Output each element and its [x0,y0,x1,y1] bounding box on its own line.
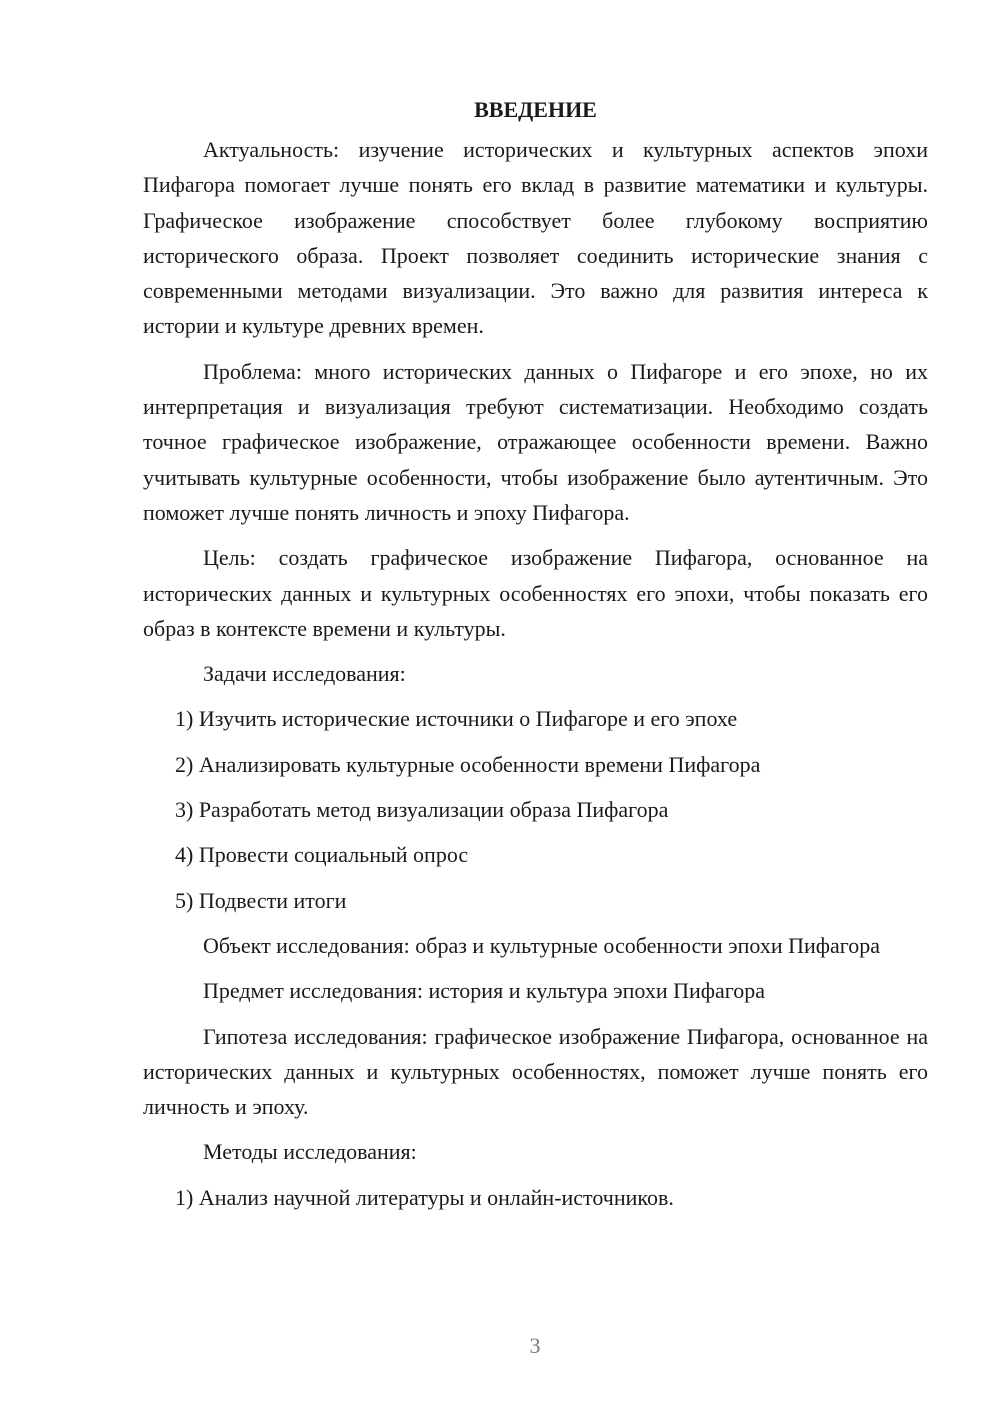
task-item: 4) Провести социальный опрос [175,842,469,868]
actuality-paragraph: Актуальность: изучение исторических и культурных аспектов эпохи Пифагора помогает лучше понять его вклад в развитие математики и культуры. Графическое изображение способствует более глубокому восприятию исторического образа. Проект позволяет соединить исторические знания с современными методами визуализации. Это важно для развития интереса к истории и культуре древних времен. [143,137,928,339]
document-page [143,92,928,1225]
problem-paragraph: Проблема: много исторических данных о Пифагоре и его эпохе, но их интерпретация и визуализация требуют систематизации. Необходимо создать точное графическое изображение, отражающее особенности времени. Важно учитывать культурные особенности, чтобы изображение было аутентичным. Это поможет лучше понять личность и эпоху Пифагора. [143,358,928,525]
task-item: 3) Разработать метод визуализации образа Пифагора [175,797,669,823]
subject-paragraph: Предмет исследования: история и культура эпохи Пифагора [203,978,766,1004]
goal-paragraph: Цель: создать графическое изображение Пифагора, основанное на исторических данных и культурных особенностях его эпохи, чтобы показать его образ в контексте времени и культуры. [143,545,928,641]
section-heading: ВВЕДЕНИЕ [474,97,597,122]
method-item: 1) Анализ научной литературы и онлайн-источников. [175,1184,674,1210]
page-number: 3 [529,1333,541,1358]
hypothesis-paragraph: Гипотеза исследования: графическое изображение Пифагора, основанное на исторических данных и культурных особенностях, поможет лучше понять его личность и эпоху. [143,1023,928,1120]
methods-label: Методы исследования: [203,1139,417,1165]
task-item: 1) Изучить исторические источники о Пифагоре и его эпохе [175,706,738,732]
task-item: 5) Подвести итоги [175,887,347,913]
tasks-label: Задачи исследования: [203,661,406,687]
task-item: 2) Анализировать культурные особенности времени Пифагора [175,751,761,777]
object-paragraph: Объект исследования: образ и культурные особенности эпохи Пифагора [203,932,881,958]
